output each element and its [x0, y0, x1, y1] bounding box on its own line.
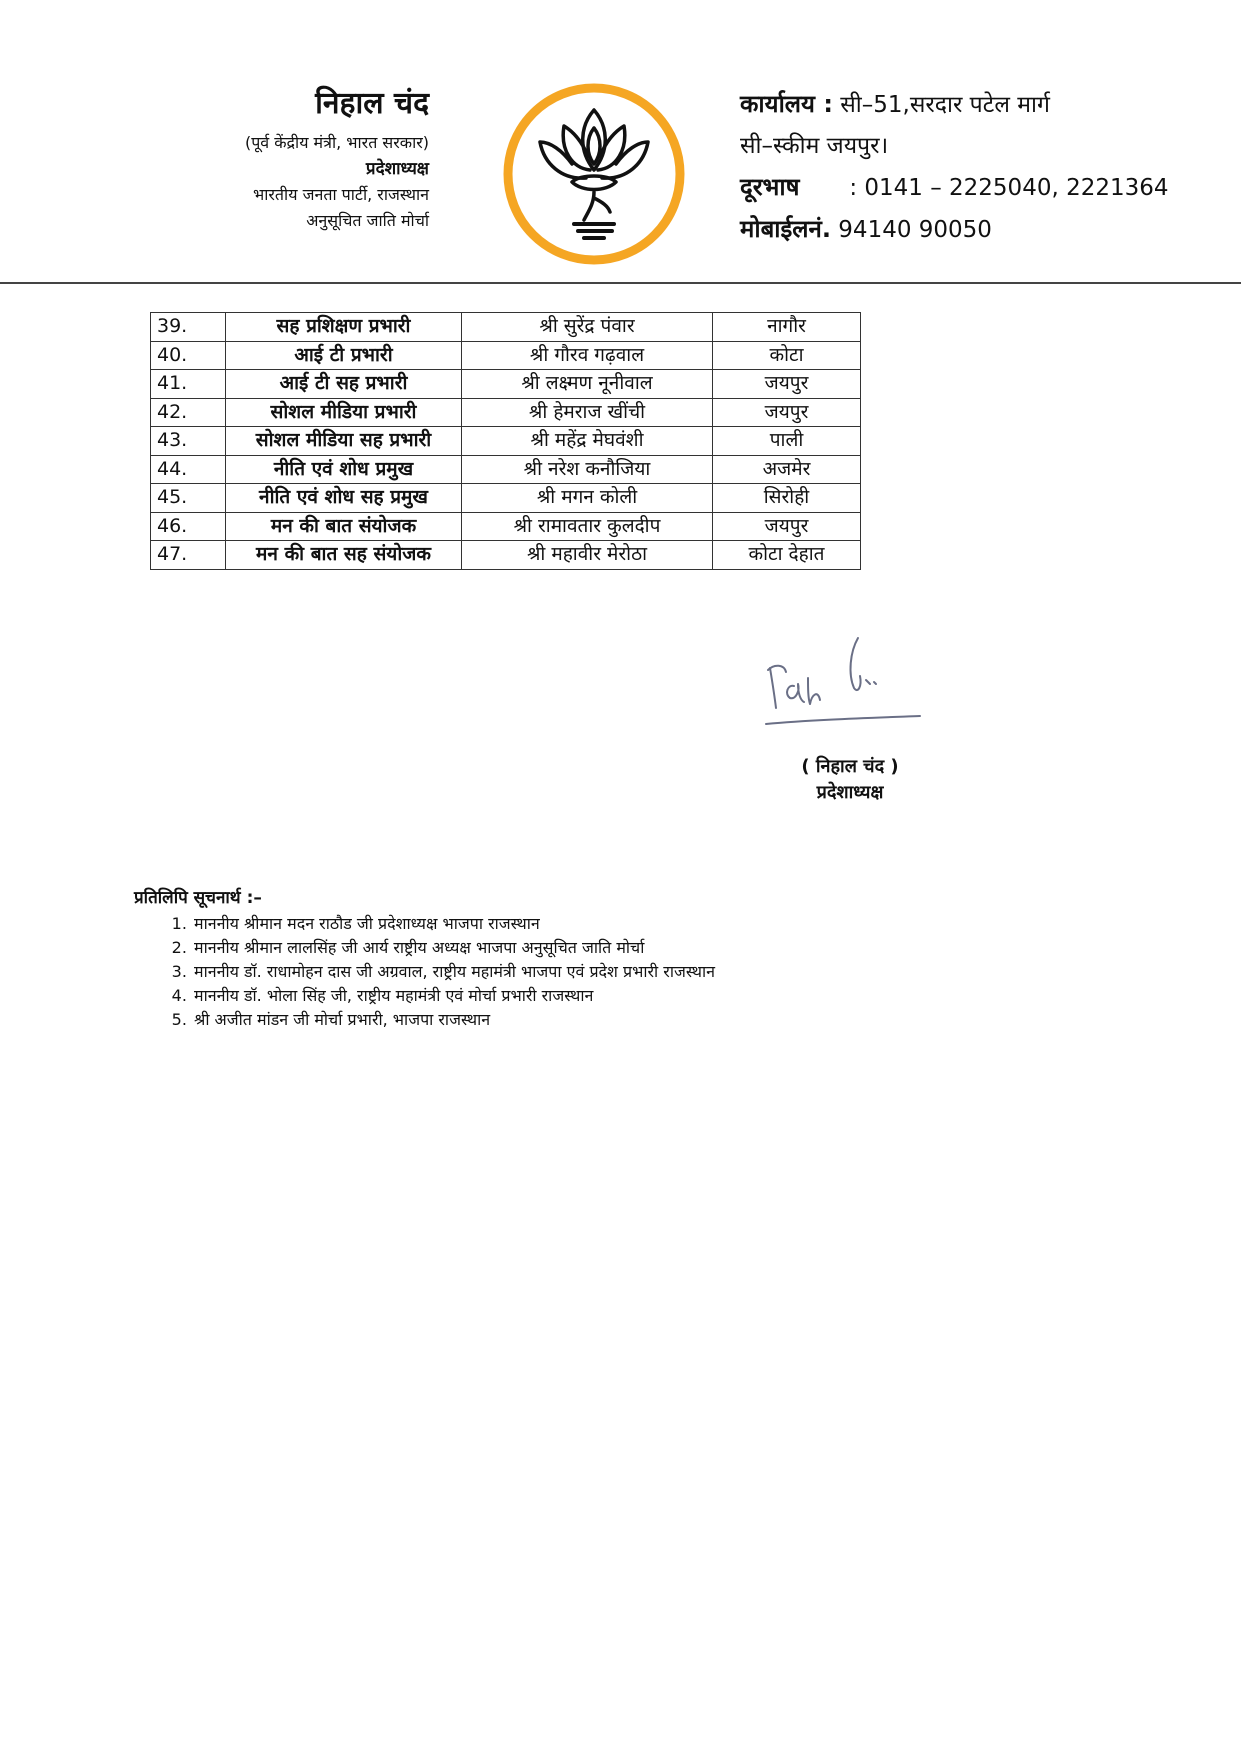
sender-post: प्रदेशाध्यक्ष [365, 159, 429, 179]
row-post: सोशल मीडिया सह प्रभारी [226, 427, 462, 456]
table-row [151, 484, 861, 513]
row-post: मन की बात सह संयोजक [226, 541, 462, 570]
row-place: कोटा देहात [713, 541, 861, 570]
header-divider [0, 282, 1241, 284]
row-post: आई टी सह प्रभारी [226, 370, 462, 399]
sender-name: निहाल चंद [315, 86, 429, 121]
phone-row [740, 167, 1220, 209]
row-number: 47. [151, 541, 226, 570]
row-name: श्री महावीर मेरोठा [462, 541, 713, 570]
table-row [151, 427, 861, 456]
mobile-value: 94140 90050 [838, 217, 992, 243]
row-name: श्री मगन कोली [462, 484, 713, 513]
handwritten-signature [758, 628, 928, 738]
signatory-name: ( निहाल चंद ) [801, 756, 899, 777]
row-number: 46. [151, 512, 226, 541]
phone-label: दूरभाष [740, 173, 800, 201]
office-label: कार्यालय : [740, 90, 833, 118]
table-row [151, 341, 861, 370]
copy-heading: प्रतिलिपि सूचनार्थ :– [134, 888, 262, 908]
office-address: सी–51,सरदार पटेल मार्ग [840, 92, 1050, 118]
row-place: नागौर [713, 313, 861, 342]
lotus-icon [498, 78, 690, 270]
row-number: 43. [151, 427, 226, 456]
row-place: जयपुर [713, 512, 861, 541]
row-post: सोशल मीडिया प्रभारी [226, 398, 462, 427]
row-place: अजमेर [713, 455, 861, 484]
letterhead-identity [69, 84, 429, 234]
sender-wing: अनुसूचित जाति मोर्चा [306, 211, 429, 230]
table-row [151, 455, 861, 484]
list-item: 5. श्री अजीत मांडन जी मोर्चा प्रभारी, भाजपा राजस्थान [192, 1008, 715, 1032]
table-row [151, 512, 861, 541]
row-number: 41. [151, 370, 226, 399]
letterhead-contact [740, 84, 1220, 251]
table-row [151, 313, 861, 342]
list-item: 4. माननीय डॉ. भोला सिंह जी, राष्ट्रीय महामंत्री एवं मोर्चा प्रभारी राजस्थान [192, 984, 715, 1008]
sender-org: भारतीय जनता पार्टी, राजस्थान [253, 185, 429, 204]
table-row [151, 541, 861, 570]
list-item: 2. माननीय श्रीमान लालसिंह जी आर्य राष्ट्रीय अध्यक्ष भाजपा अनुसूचित जाति मोर्चा [192, 936, 715, 960]
table-row [151, 398, 861, 427]
appointments-table [150, 312, 861, 570]
row-name: श्री सुरेंद्र पंवार [462, 313, 713, 342]
row-number: 39. [151, 313, 226, 342]
row-name: श्री लक्ष्मण नूनीवाल [462, 370, 713, 399]
row-place: कोटा [713, 341, 861, 370]
row-post: मन की बात संयोजक [226, 512, 462, 541]
phone-value: : 0141 – 2225040, 2221364 [849, 175, 1169, 201]
row-post: नीति एवं शोध प्रमुख [226, 455, 462, 484]
row-place: पाली [713, 427, 861, 456]
sender-former-post: (पूर्व केंद्रीय मंत्री, भारत सरकार) [244, 133, 429, 152]
mobile-label: मोबाईलनं. [740, 215, 831, 243]
row-name: श्री नरेश कनौजिया [462, 455, 713, 484]
row-place: जयपुर [713, 370, 861, 399]
row-post: सह प्रशिक्षण प्रभारी [226, 313, 462, 342]
row-number: 44. [151, 455, 226, 484]
row-place: जयपुर [713, 398, 861, 427]
row-number: 42. [151, 398, 226, 427]
row-post: आई टी प्रभारी [226, 341, 462, 370]
signatory-post: प्रदेशाध्यक्ष [816, 782, 884, 803]
row-name: श्री गौरव गढ़वाल [462, 341, 713, 370]
row-name: श्री हेमराज खींची [462, 398, 713, 427]
office-address-line2: सी–स्कीम जयपुर। [740, 133, 889, 159]
row-name: श्री रामावतार कुलदीप [462, 512, 713, 541]
signatory-block [760, 754, 940, 806]
table-row [151, 370, 861, 399]
mobile-row [740, 209, 1220, 251]
row-number: 45. [151, 484, 226, 513]
row-post: नीति एवं शोध सह प्रमुख [226, 484, 462, 513]
row-number: 40. [151, 341, 226, 370]
copy-list [168, 912, 715, 1032]
row-name: श्री महेंद्र मेघवंशी [462, 427, 713, 456]
list-item: 1. माननीय श्रीमान मदन राठौड जी प्रदेशाध्यक्ष भाजपा राजस्थान [192, 912, 715, 936]
office-address-line1 [740, 84, 1220, 126]
list-item: 3. माननीय डॉ. राधामोहन दास जी अग्रवाल, राष्ट्रीय महामंत्री भाजपा एवं प्रदेश प्रभारी राजस्थान [192, 960, 715, 984]
row-place: सिरोही [713, 484, 861, 513]
